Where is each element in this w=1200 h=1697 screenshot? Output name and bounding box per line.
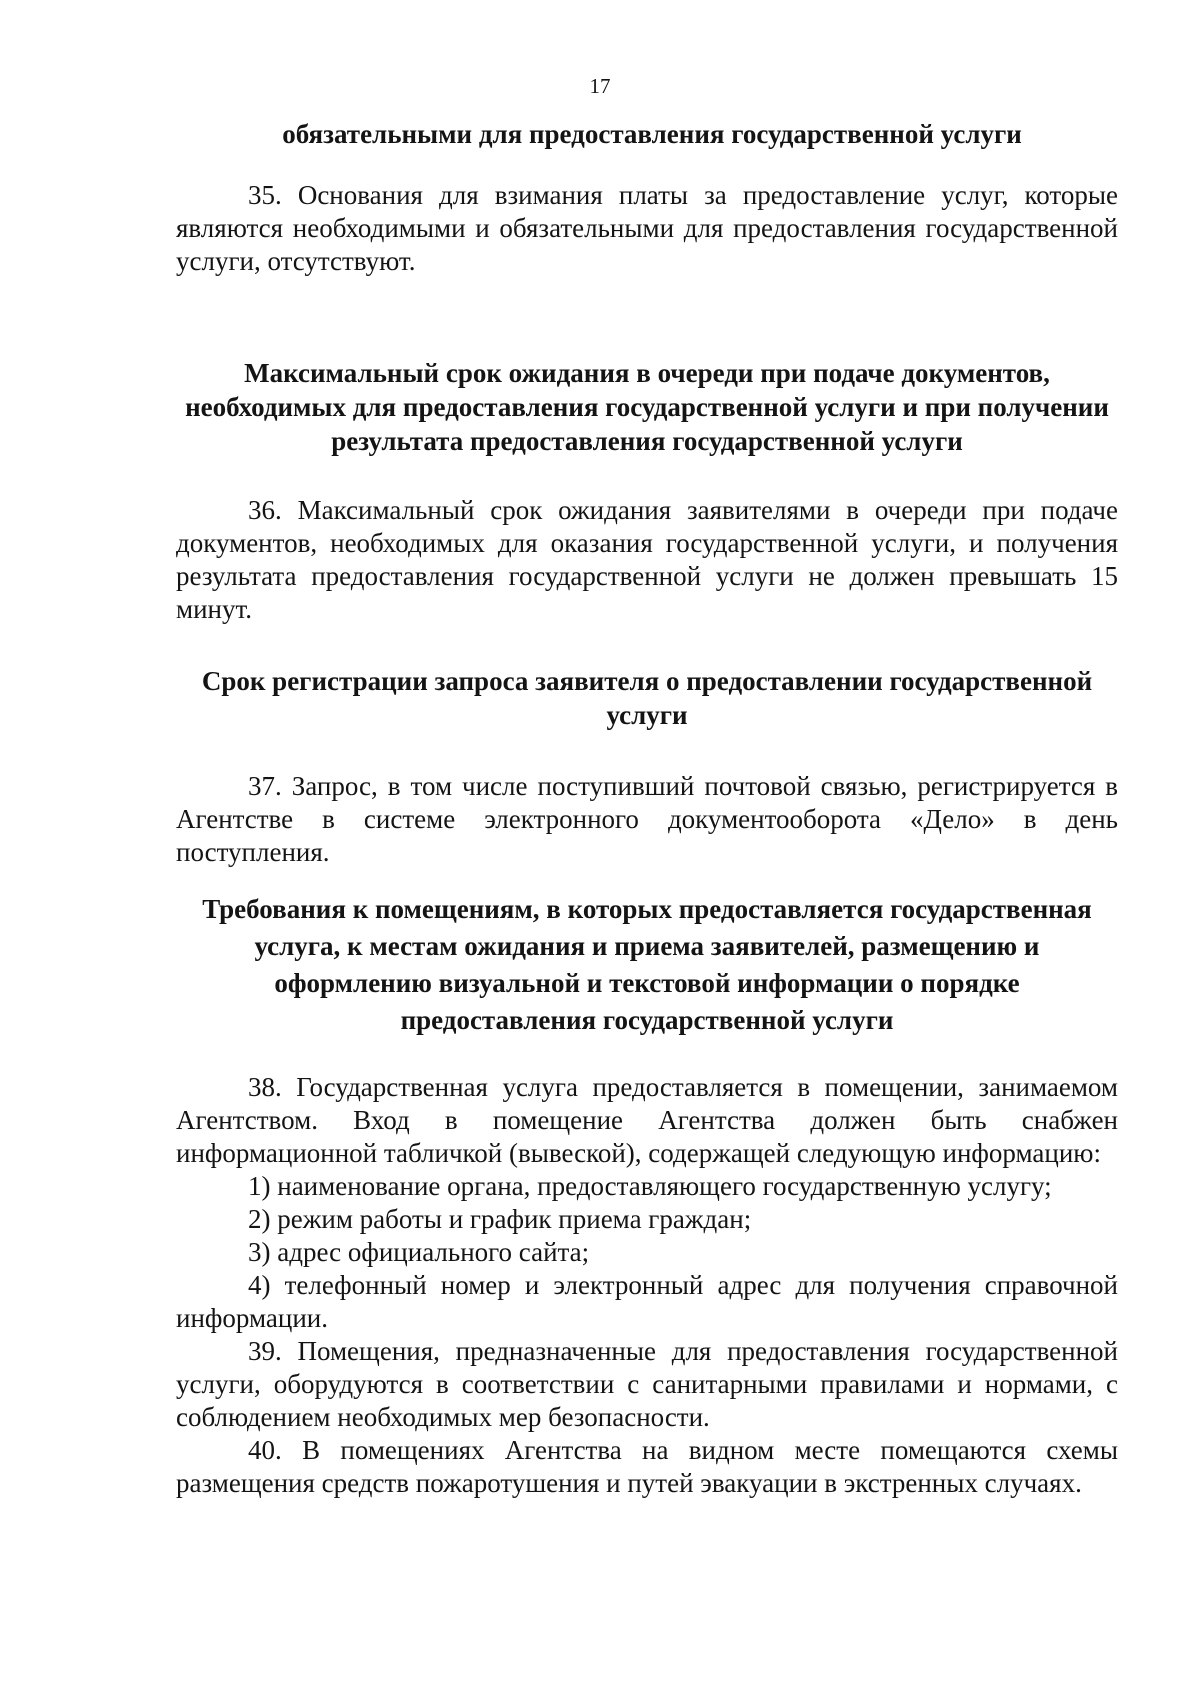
list-item-38-4: 4) телефонный номер и электронный адрес для получения справочной информации. xyxy=(176,1270,1118,1333)
paragraph-37: 37. Запрос, в том числе поступивший почтовой связью, регистрируется в Агентстве в системе электронного документооборота «Дело» в день поступления. xyxy=(176,771,1118,867)
heading-max-wait-time: Максимальный срок ожидания в очереди при подаче документов, необходимых для предоставления государственной услуги и при получении результата предоставления государственной услуги xyxy=(185,358,1109,456)
paragraph-35: 35. Основания для взимания платы за предоставление услуг, которые являются необходимыми и обязательными для предоставления государственной услуги, отсутствуют. xyxy=(176,180,1118,276)
heading-registration-term: Срок регистрации запроса заявителя о предоставлении государственной услуги xyxy=(201,666,1093,730)
page-number: 17 xyxy=(589,74,611,98)
page-content xyxy=(176,118,1118,1500)
section-heading-continued: обязательными для предоставления государственной услуги xyxy=(282,119,1022,149)
list-item-38-2: 2) режим работы и график приема граждан; xyxy=(248,1204,752,1234)
list-item-38-3: 3) адрес официального сайта; xyxy=(248,1237,590,1267)
paragraph-40: 40. В помещениях Агентства на видном месте помещаются схемы размещения средств пожаротушения и путей эвакуации в экстренных случаях. xyxy=(176,1435,1118,1498)
paragraph-36: 36. Максимальный срок ожидания заявителями в очереди при подаче документов, необходимых для оказания государственной услуги, и получения результата предоставления государственной услуги не должен превышать 15 минут. xyxy=(176,495,1118,624)
heading-premises-requirements: Требования к помещениям, в которых предоставляется государственная услуга, к местам ожидания и приема заявителей, размещению и оформлению визуальной и текстовой информации о порядке предоставления государственной услуги xyxy=(202,894,1092,1035)
paragraph-39: 39. Помещения, предназначенные для предоставления государственной услуги, оборудуются в соответствии с санитарными правилами и нормами, с соблюдением необходимых мер безопасности. xyxy=(176,1336,1118,1432)
paragraph-38: 38. Государственная услуга предоставляется в помещении, занимаемом Агентством. Вход в помещение Агентства должен быть снабжен информационной табличкой (вывеской), содержащей следующую информацию: xyxy=(176,1072,1118,1168)
list-item-38-1: 1) наименование органа, предоставляющего государственную услугу; xyxy=(248,1171,1052,1201)
